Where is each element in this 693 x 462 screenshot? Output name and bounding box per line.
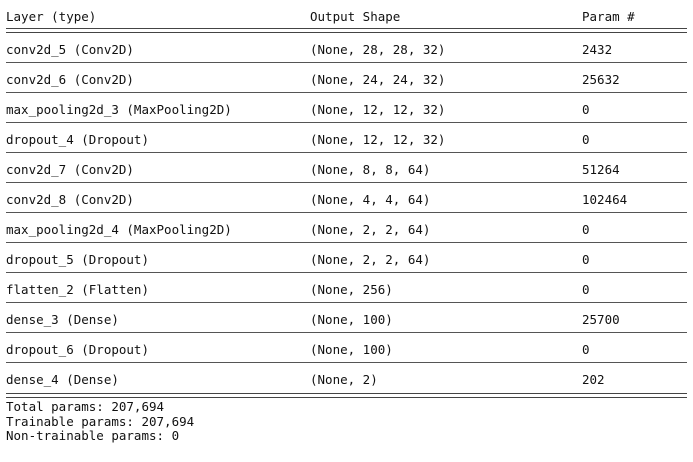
model-summary bbox=[6, 0, 687, 444]
layer-rows bbox=[6, 33, 687, 393]
summary-header bbox=[6, 0, 687, 28]
output-shape: (None, 12, 12, 32) bbox=[310, 102, 446, 117]
output-shape: (None, 256) bbox=[310, 282, 393, 297]
param-count: 202 bbox=[582, 372, 605, 387]
layer-name: conv2d_5 (Conv2D) bbox=[6, 42, 134, 57]
totals-divider bbox=[6, 393, 687, 398]
output-shape: (None, 28, 28, 32) bbox=[310, 42, 446, 57]
non-trainable-params: Non-trainable params: 0 bbox=[6, 428, 180, 443]
param-count: 0 bbox=[582, 342, 590, 357]
output-shape: (None, 100) bbox=[310, 312, 393, 327]
header-param: Param # bbox=[582, 9, 635, 24]
output-shape: (None, 8, 8, 64) bbox=[310, 162, 431, 177]
params-totals bbox=[6, 400, 687, 444]
layer-name: dropout_6 (Dropout) bbox=[6, 342, 149, 357]
param-count: 25632 bbox=[582, 72, 620, 87]
layer-name: conv2d_8 (Conv2D) bbox=[6, 192, 134, 207]
total-params: Total params: 207,694 bbox=[6, 399, 165, 414]
output-shape: (None, 100) bbox=[310, 342, 393, 357]
output-shape: (None, 2, 2, 64) bbox=[310, 222, 431, 237]
param-count: 0 bbox=[582, 282, 590, 297]
layer-name: max_pooling2d_4 (MaxPooling2D) bbox=[6, 222, 232, 237]
layer-name: conv2d_7 (Conv2D) bbox=[6, 162, 134, 177]
param-count: 0 bbox=[582, 222, 590, 237]
header-output-shape: Output Shape bbox=[310, 9, 401, 24]
table-row bbox=[6, 243, 687, 273]
param-count: 51264 bbox=[582, 162, 620, 177]
table-row bbox=[6, 363, 687, 393]
table-row bbox=[6, 333, 687, 363]
layer-name: flatten_2 (Flatten) bbox=[6, 282, 149, 297]
layer-name: max_pooling2d_3 (MaxPooling2D) bbox=[6, 102, 232, 117]
layer-name: dense_3 (Dense) bbox=[6, 312, 119, 327]
table-row bbox=[6, 303, 687, 333]
table-row bbox=[6, 33, 687, 63]
layer-name: conv2d_6 (Conv2D) bbox=[6, 72, 134, 87]
table-row bbox=[6, 63, 687, 93]
table-row bbox=[6, 93, 687, 123]
output-shape: (None, 4, 4, 64) bbox=[310, 192, 431, 207]
table-row bbox=[6, 273, 687, 303]
layer-name: dropout_5 (Dropout) bbox=[6, 252, 149, 267]
table-row bbox=[6, 153, 687, 183]
table-row bbox=[6, 213, 687, 243]
output-shape: (None, 24, 24, 32) bbox=[310, 72, 446, 87]
param-count: 0 bbox=[582, 132, 590, 147]
layer-name: dense_4 (Dense) bbox=[6, 372, 119, 387]
table-row bbox=[6, 123, 687, 153]
param-count: 25700 bbox=[582, 312, 620, 327]
table-row bbox=[6, 183, 687, 213]
output-shape: (None, 12, 12, 32) bbox=[310, 132, 446, 147]
param-count: 0 bbox=[582, 252, 590, 267]
layer-name: dropout_4 (Dropout) bbox=[6, 132, 149, 147]
param-count: 102464 bbox=[582, 192, 628, 207]
output-shape: (None, 2) bbox=[310, 372, 378, 387]
param-count: 0 bbox=[582, 102, 590, 117]
output-shape: (None, 2, 2, 64) bbox=[310, 252, 431, 267]
param-count: 2432 bbox=[582, 42, 613, 57]
trainable-params: Trainable params: 207,694 bbox=[6, 413, 195, 429]
header-layer: Layer (type) bbox=[6, 9, 97, 24]
